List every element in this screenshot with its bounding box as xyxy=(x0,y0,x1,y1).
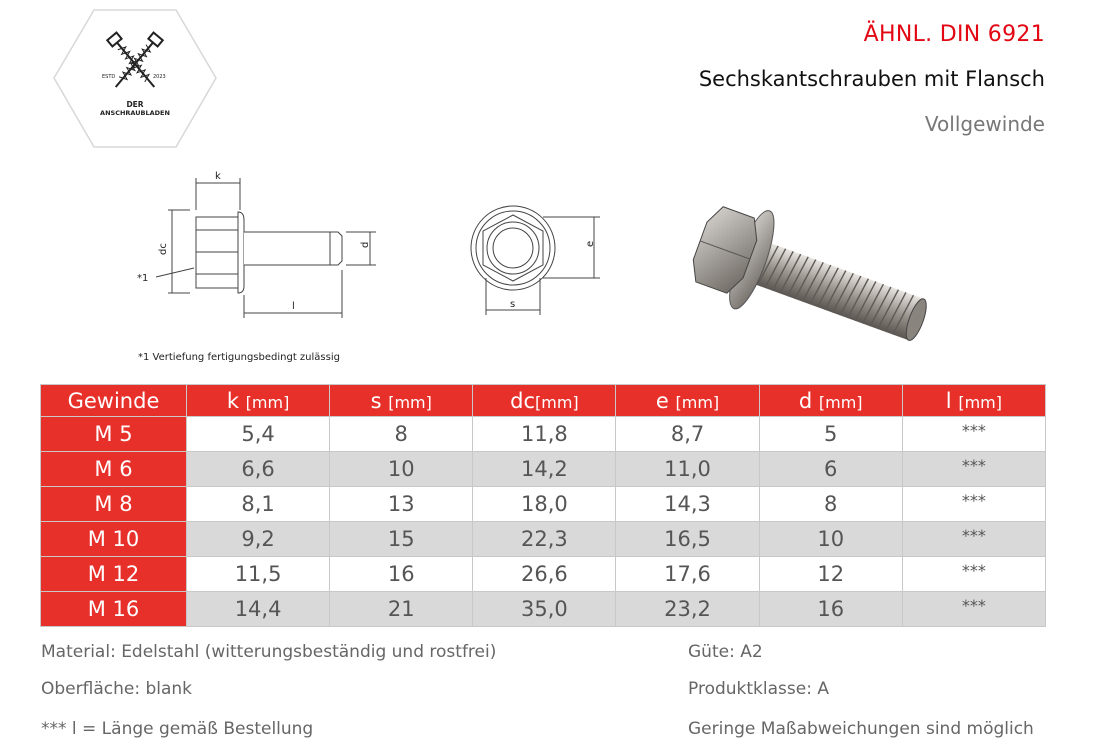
table-cell: *** xyxy=(902,592,1045,627)
table-cell: 9,2 xyxy=(187,522,330,557)
table-cell: *** xyxy=(902,452,1045,487)
thread-type-subtitle: Vollgewinde xyxy=(924,112,1045,136)
table-row xyxy=(41,557,1046,592)
table-row xyxy=(41,417,1046,452)
table-row xyxy=(41,452,1046,487)
table-cell: 16,5 xyxy=(616,522,759,557)
col-header-gewinde: Gewinde xyxy=(41,385,187,417)
table-cell: 8 xyxy=(330,417,473,452)
table-cell: 26,6 xyxy=(473,557,616,592)
table-cell: 15 xyxy=(330,522,473,557)
table-row xyxy=(41,522,1046,557)
product-class-info: Produktklasse: A xyxy=(688,679,829,699)
technical-drawing xyxy=(120,160,940,370)
table-cell: 6,6 xyxy=(187,452,330,487)
logo-year: 2023 xyxy=(153,74,166,80)
length-note: *** l = Länge gemäß Bestellung xyxy=(41,719,314,739)
table-cell: 11,5 xyxy=(187,557,330,592)
dim-label-dc: dc xyxy=(158,243,169,255)
table-cell: 10 xyxy=(330,452,473,487)
dim-label-l: l xyxy=(292,301,295,312)
thread-size-cell: M 12 xyxy=(41,557,187,592)
brand-logo xyxy=(52,8,218,149)
table-cell: 14,4 xyxy=(187,592,330,627)
footnote: *1 Vertiefung fertigungsbedingt zulässig xyxy=(138,352,340,363)
table-cell: *** xyxy=(902,487,1045,522)
table-cell: 8 xyxy=(759,487,902,522)
dimension-table xyxy=(40,384,1046,627)
table-cell: 22,3 xyxy=(473,522,616,557)
logo-estd: ESTD xyxy=(102,74,116,80)
grade-info: Güte: A2 xyxy=(688,642,763,662)
bolt-3d-image xyxy=(682,192,940,370)
table-header-row xyxy=(41,385,1046,417)
thread-size-cell: M 16 xyxy=(41,592,187,627)
logo-text-line2: ANSCHRAUBLADEN xyxy=(100,109,170,117)
table-cell: 35,0 xyxy=(473,592,616,627)
col-header-s: s [mm] xyxy=(330,385,473,417)
table-cell: 5 xyxy=(759,417,902,452)
surface-info: Oberfläche: blank xyxy=(41,679,193,699)
table-row xyxy=(41,487,1046,522)
product-title: Sechskantschrauben mit Flansch xyxy=(698,67,1045,91)
thread-size-cell: M 10 xyxy=(41,522,187,557)
logo-text-line1: DER xyxy=(126,100,144,109)
table-cell: 14,3 xyxy=(616,487,759,522)
table-cell: 16 xyxy=(759,592,902,627)
table-cell: 23,2 xyxy=(616,592,759,627)
dim-label-k: k xyxy=(215,171,221,182)
table-cell: 13 xyxy=(330,487,473,522)
table-cell: 8,7 xyxy=(616,417,759,452)
table-cell: 11,0 xyxy=(616,452,759,487)
table-cell: 10 xyxy=(759,522,902,557)
dim-label-note: *1 xyxy=(137,273,149,284)
table-cell: 14,2 xyxy=(473,452,616,487)
table-cell: 5,4 xyxy=(187,417,330,452)
dim-label-s: s xyxy=(510,299,516,310)
col-header-d: d [mm] xyxy=(759,385,902,417)
table-cell: 6 xyxy=(759,452,902,487)
material-info: Material: Edelstahl (witterungsbeständig und rostfrei) xyxy=(41,642,497,662)
thread-size-cell: M 6 xyxy=(41,452,187,487)
col-header-dc: dc[mm] xyxy=(473,385,616,417)
standard-title: ÄHNL. DIN 6921 xyxy=(863,22,1045,47)
thread-size-cell: M 8 xyxy=(41,487,187,522)
dim-label-d: d xyxy=(360,241,371,248)
table-cell: 8,1 xyxy=(187,487,330,522)
col-header-l: l [mm] xyxy=(902,385,1045,417)
thread-size-cell: M 5 xyxy=(41,417,187,452)
table-cell: *** xyxy=(902,522,1045,557)
table-cell: 18,0 xyxy=(473,487,616,522)
table-row xyxy=(41,592,1046,627)
col-header-k: k [mm] xyxy=(187,385,330,417)
table-cell: 16 xyxy=(330,557,473,592)
table-cell: 11,8 xyxy=(473,417,616,452)
table-cell: 21 xyxy=(330,592,473,627)
col-header-e: e [mm] xyxy=(616,385,759,417)
side-view-drawing xyxy=(156,178,376,318)
dim-label-e: e xyxy=(585,240,596,247)
top-view-drawing xyxy=(471,206,600,315)
table-cell: 17,6 xyxy=(616,557,759,592)
table-cell: *** xyxy=(902,557,1045,592)
table-cell: *** xyxy=(902,417,1045,452)
table-cell: 12 xyxy=(759,557,902,592)
tolerance-note: Geringe Maßabweichungen sind möglich xyxy=(688,719,1034,739)
